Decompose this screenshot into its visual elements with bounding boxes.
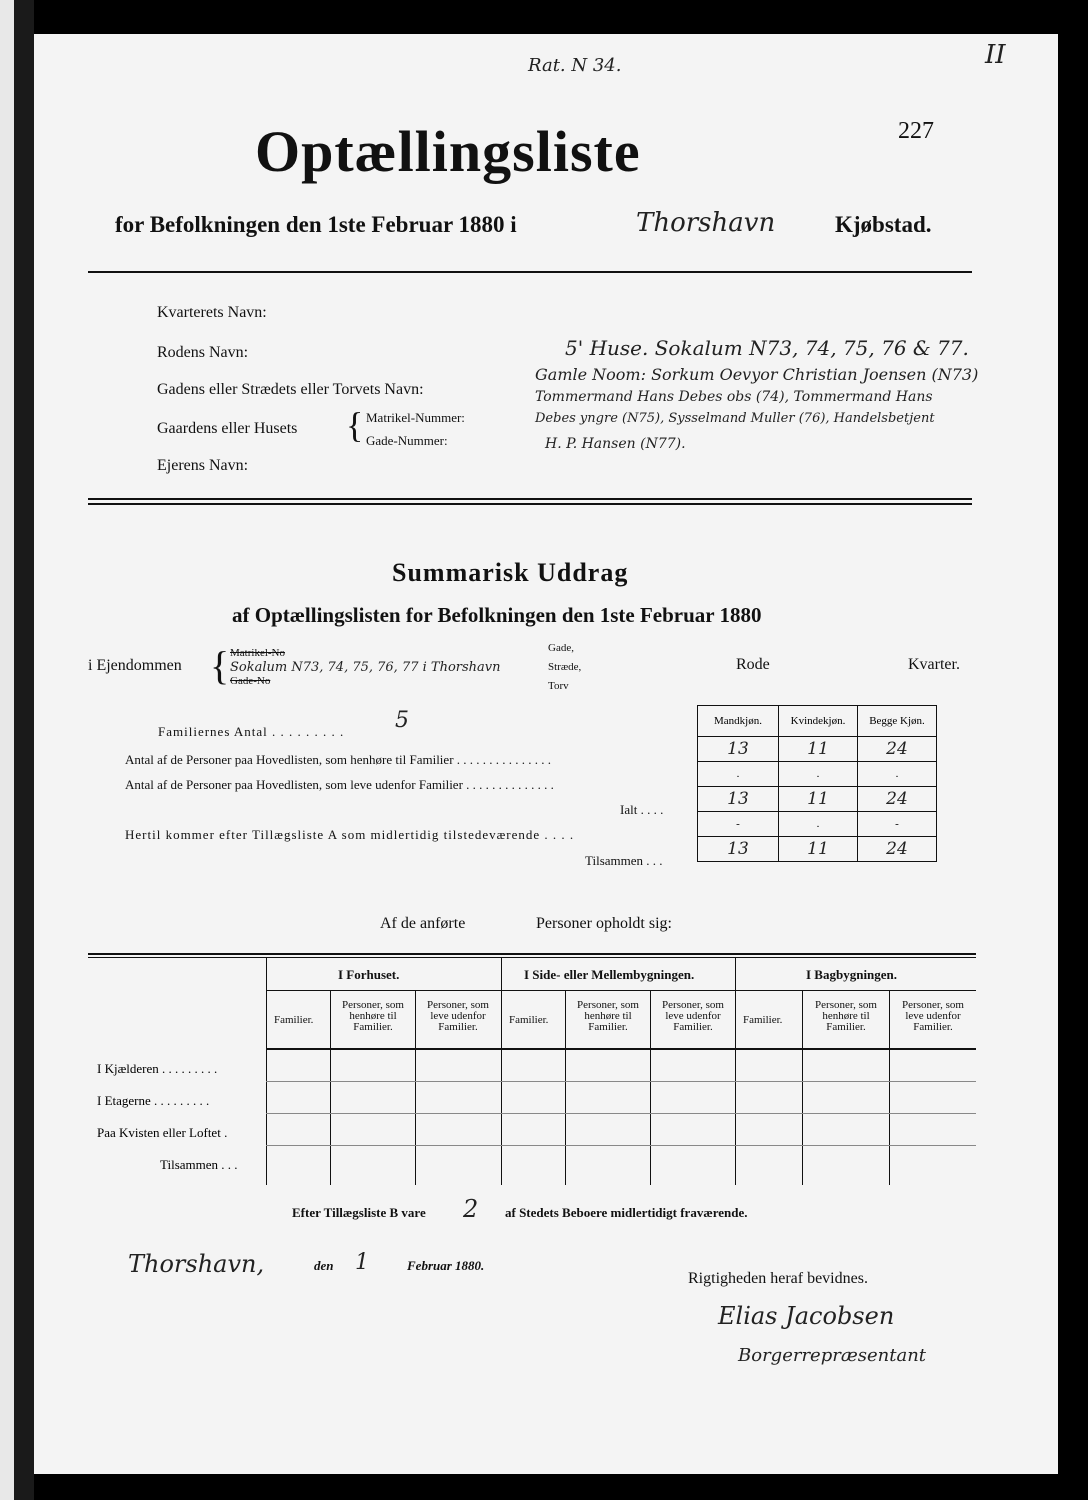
gade-value-4: H. P. Hansen (N77). bbox=[545, 436, 686, 452]
subcol-familier: Familier. bbox=[274, 1014, 314, 1026]
subcol-udenfor: Personer, som leve udenfor Familier. bbox=[427, 999, 489, 1033]
location-divider-1 bbox=[501, 957, 502, 1185]
binding-strip bbox=[0, 0, 14, 1500]
subcol-udenfor: Personer, som leve udenfor Familier. bbox=[902, 999, 964, 1033]
page-number: 227 bbox=[898, 118, 934, 144]
date-suffix: Februar 1880. bbox=[407, 1258, 485, 1273]
subcol-familier: Familier. bbox=[509, 1014, 549, 1026]
ejer-label: Ejerens Navn: bbox=[157, 457, 249, 474]
count-cell: 24 bbox=[858, 737, 937, 762]
count-cell: . bbox=[698, 762, 779, 787]
place-handwritten: Thorshavn, bbox=[128, 1250, 265, 1278]
summary-row-label-4: Hertil kommer efter Tillægsliste A som midlertidig tilstedeværende . . . . bbox=[125, 827, 575, 842]
location-row-rule bbox=[266, 1081, 976, 1082]
count-cell: 24 bbox=[858, 837, 937, 862]
location-col-line bbox=[565, 990, 566, 1185]
town-handwritten: Thorshavn bbox=[636, 208, 776, 238]
gaard-label: Gaardens eller Husets bbox=[157, 420, 298, 437]
header-rule bbox=[88, 271, 972, 273]
location-rule-top-2 bbox=[88, 957, 976, 958]
ejendom-label: i Ejendommen bbox=[88, 657, 182, 674]
location-group-rule bbox=[266, 990, 976, 991]
count-cell: - bbox=[698, 812, 779, 837]
location-rule-top bbox=[88, 953, 976, 955]
date-day: 1 bbox=[355, 1250, 369, 1275]
location-header-rule bbox=[266, 1048, 976, 1050]
location-suffix: Personer opholdt sig: bbox=[536, 915, 672, 932]
familier-label: Familiernes Antal . . . . . . . . . bbox=[158, 724, 345, 739]
count-cell: 11 bbox=[779, 837, 858, 862]
location-col-line bbox=[415, 990, 416, 1185]
location-prefix: Af de anførte bbox=[380, 915, 466, 932]
location-row-rule bbox=[266, 1145, 976, 1146]
gade-option-2: Stræde, bbox=[548, 661, 582, 673]
rode-summary-label: Rode bbox=[736, 656, 770, 673]
row-etager: I Etagerne . . . . . . . . . bbox=[97, 1093, 210, 1108]
count-cell: 13 bbox=[698, 837, 779, 862]
kvarter-label: Kvarterets Navn: bbox=[157, 304, 267, 321]
count-cell: 11 bbox=[779, 787, 858, 812]
subcol-henhore: Personer, som henhøre til Familier. bbox=[815, 999, 877, 1033]
count-cell: 11 bbox=[779, 737, 858, 762]
count-cell: . bbox=[779, 762, 858, 787]
row-kjaelder: I Kjælderen . . . . . . . . . bbox=[97, 1061, 218, 1076]
familier-value: 5 bbox=[395, 708, 409, 733]
location-left-border bbox=[266, 957, 267, 1185]
summary-subheading: af Optællingslisten for Befolkningen den 1ste Februar 1880 bbox=[232, 603, 762, 627]
count-cell: 13 bbox=[698, 787, 779, 812]
matrikel-label: Matrikel-Nummer: bbox=[366, 410, 465, 425]
gade-struck: Gade-No bbox=[230, 675, 271, 687]
summary-heading: Summarisk Uddrag bbox=[392, 558, 629, 587]
gaard-brace: { bbox=[346, 405, 364, 445]
location-col-line bbox=[330, 990, 331, 1185]
count-cell: 24 bbox=[858, 787, 937, 812]
gade-option-3: Torv bbox=[548, 680, 569, 692]
summary-row-label-1: Antal af de Personer paa Hovedlisten, som henhøre til Familier . . . . . . . . . . . . . . . bbox=[125, 752, 552, 767]
location-row-rule bbox=[266, 1113, 976, 1114]
ejendom-brace: { bbox=[210, 643, 230, 688]
count-cell: . bbox=[858, 762, 937, 787]
kvarter-summary-label: Kvarter. bbox=[908, 656, 960, 673]
gade-value-3: Debes yngre (N75), Sysselmand Muller (76), Handelsbetjent bbox=[535, 411, 935, 426]
group-forhuset: I Forhuset. bbox=[338, 967, 400, 982]
signature-title: Borgerrepræsentant bbox=[738, 1345, 927, 1366]
count-cell: . bbox=[779, 812, 858, 837]
gade-value-2: Tommermand Hans Debes obs (74), Tommermand Hans bbox=[535, 389, 933, 405]
roman-numeral: II bbox=[985, 40, 1006, 70]
gade-label: Gadens eller Strædets eller Torvets Navn: bbox=[157, 381, 424, 398]
location-col-line bbox=[802, 990, 803, 1185]
subcol-henhore: Personer, som henhøre til Familier. bbox=[342, 999, 404, 1033]
gade-value-1: Gamle Noom: Sorkum Oevyor Christian Joensen (N73) bbox=[535, 365, 979, 384]
subcol-familier: Familier. bbox=[743, 1014, 783, 1026]
rode-label: Rodens Navn: bbox=[157, 344, 249, 361]
col-begge-kjon: Begge Kjøn. bbox=[858, 706, 937, 737]
group-sidebygning: I Side- eller Mellembygningen. bbox=[524, 967, 695, 982]
matrikel-struck: Matrikel-No bbox=[230, 647, 285, 659]
col-mandkjon: Mandkjøn. bbox=[698, 706, 779, 737]
rode-value: 5' Huse. Sokalum N73, 74, 75, 76 & 77. bbox=[565, 336, 969, 360]
subtitle-prefix: for Befolkningen den 1ste Februar 1880 i bbox=[115, 212, 517, 237]
location-col-line bbox=[650, 990, 651, 1185]
row-tilsammen: Tilsammen . . . bbox=[160, 1157, 238, 1172]
address-rule-bottom bbox=[88, 503, 972, 505]
count-cell: - bbox=[858, 812, 937, 837]
archive-ref: Rat. N 34. bbox=[528, 55, 622, 76]
summary-row-label-3: Ialt . . . . bbox=[620, 802, 664, 817]
den-label: den bbox=[314, 1258, 334, 1273]
gade-option-1: Gade, bbox=[548, 642, 574, 654]
count-cell: 13 bbox=[698, 737, 779, 762]
address-rule-top bbox=[88, 498, 972, 500]
attest-text: Rigtigheden heraf bevidnes. bbox=[688, 1270, 868, 1287]
col-kvindekjon: Kvindekjøn. bbox=[779, 706, 858, 737]
tillaeg-prefix: Efter Tillægsliste B vare bbox=[292, 1205, 426, 1220]
subcol-henhore: Personer, som henhøre til Familier. bbox=[577, 999, 639, 1033]
summary-row-label-2: Antal af de Personer paa Hovedlisten, som leve udenfor Familier . . . . . . . . . . . . . . bbox=[125, 777, 554, 792]
page-title: Optællingsliste bbox=[255, 119, 641, 184]
signature: Elias Jacobsen bbox=[718, 1302, 895, 1330]
summary-row-label-5: Tilsammen . . . bbox=[585, 853, 663, 868]
ejendom-value: Sokalum N73, 74, 75, 76, 77 i Thorshavn bbox=[230, 660, 501, 675]
group-bagbygning: I Bagbygningen. bbox=[806, 967, 898, 982]
gadenr-label: Gade-Nummer: bbox=[366, 433, 448, 448]
subtitle-suffix: Kjøbstad. bbox=[835, 212, 932, 237]
row-kvisten: Paa Kvisten eller Loftet . bbox=[97, 1125, 228, 1140]
tillaeg-suffix: af Stedets Beboere midlertidigt fraværende. bbox=[505, 1205, 748, 1220]
location-divider-2 bbox=[735, 957, 736, 1185]
subcol-udenfor: Personer, som leve udenfor Familier. bbox=[662, 999, 724, 1033]
counts-table bbox=[697, 705, 937, 862]
location-col-line bbox=[889, 990, 890, 1185]
tillaeg-value: 2 bbox=[463, 1195, 479, 1223]
